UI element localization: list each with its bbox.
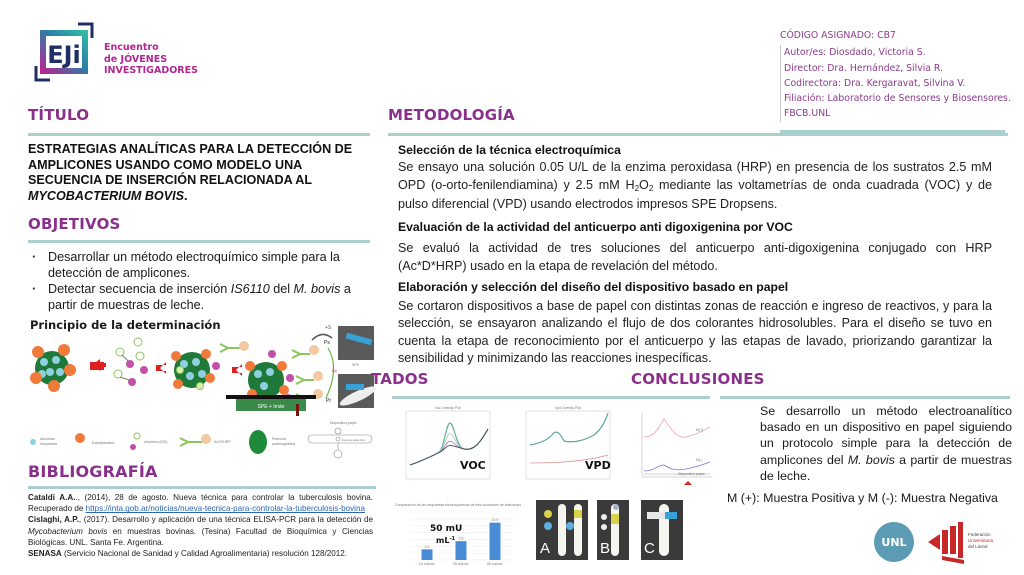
section-title-resultados: TADOS	[371, 370, 429, 388]
antibody-bar-chart	[394, 500, 522, 570]
reference-text: , (2017). Desarrollo y aplicación de una técnica ELISA-PCR para la detección de	[78, 515, 373, 525]
objectives-list	[30, 249, 370, 313]
section-title-conclusiones: CONCLUSIONES	[631, 370, 765, 388]
method-paragraph	[398, 158, 992, 213]
vpd-chart	[518, 405, 614, 487]
bar-category-label: 25 mU/mL	[452, 562, 470, 566]
legend-label: Amplicon (B/D)	[144, 440, 168, 444]
device-label: B	[600, 540, 611, 557]
author-info	[780, 28, 1020, 122]
assigned-code: CÓDIGO ASIGNADO: CB7	[780, 30, 896, 41]
reference-text: ., (2014), 28 de agosto. Nueva técnica para controlar la tuberculosis bovina. Recuperado de	[28, 493, 373, 514]
bar	[456, 541, 467, 560]
divider	[388, 133, 1008, 136]
arrow-icon	[296, 404, 299, 416]
label-ps: Ps	[324, 340, 330, 346]
reference-text: en muestras bovinas. (Tesina) Facultad de Bioquímica y Ciencias Biológicas. UNL. Santa Fe. Argentina.	[28, 526, 373, 547]
label-spe-iman: SPE + Imán	[257, 404, 285, 410]
text: del	[269, 282, 294, 296]
paramagnetic-particle-icon	[245, 350, 294, 402]
device-label: A	[540, 540, 551, 557]
text: a partir de muestras de leche.	[48, 282, 351, 312]
spectrum-label: M(-)	[696, 458, 703, 462]
ful-logo	[926, 520, 1018, 564]
text: M. bovis	[847, 452, 895, 467]
device-label: C	[644, 540, 655, 557]
bar-chart-label: 50 mU	[430, 524, 463, 534]
objective-item: · Desarrollar un método electroquímico simple para la detección de amplicones.	[30, 249, 370, 281]
legend-label: Estreptavidina	[92, 441, 115, 445]
bar-value-label: 5.5	[458, 536, 464, 541]
reference-item	[28, 548, 373, 559]
spe-photo	[338, 326, 374, 367]
text: M. bovis	[293, 282, 341, 296]
event-name-line: INVESTIGADORES	[104, 65, 198, 76]
voc-chart	[398, 405, 494, 487]
vpd-label: VPD	[585, 459, 611, 472]
paramagnetic-particle-icon	[30, 344, 76, 392]
divider	[28, 486, 376, 489]
reference-item	[28, 492, 373, 514]
title-line: AMPLICONES USANDO COMO MODELO UNA	[28, 157, 303, 172]
bar-value-label: 10.9	[491, 518, 499, 523]
unl-logo	[874, 522, 914, 562]
legend-label: paramagnética	[272, 442, 296, 446]
event-name	[104, 42, 198, 77]
bar-category-label: 10 mU/mL	[418, 562, 436, 566]
reference-author: Cislaghi, A.P.	[28, 515, 79, 525]
text: Se desarrollo un método electroanalítico basado en un dispositivo en papel siguiendo un protocolo simple para la detección de amplicones del	[760, 404, 1012, 467]
divider	[392, 396, 710, 399]
divider	[28, 240, 370, 243]
arrow-icon	[326, 348, 334, 398]
codirector: Codirectora: Dra. Kergaravat, Silvina V.	[784, 77, 966, 89]
conclusion-text	[760, 403, 1012, 484]
chart-title: Voc Overlay Plot	[435, 406, 461, 410]
bibliography	[28, 492, 373, 559]
title-species: MYCOBACTERIUM BOVIS	[28, 188, 185, 203]
method-heading: Evaluación de la actividad del anticuerpo anti digoxigenina por VOC	[398, 220, 793, 234]
reference-author: Cataldi A.A.	[28, 493, 76, 502]
affiliation-unit: FBCB.UNL	[784, 108, 831, 120]
method-paragraph: Se cortaron dispositivos a base de papel con distintas zonas de reacción e ingreso de reactivos, y para la selección, se ensayaron analizando el flujo de dos colorantes hidrosolubles. Para el diseño se tuvo en cuenta la etapa de reconocimiento por el anticuerpo y las etapas de lavado, priorizando garantizar la sensibilidad y minimizando las reacciones inespecíficas.	[398, 299, 992, 365]
poster-title	[28, 142, 373, 204]
paramagnetic-particle-icon	[249, 430, 267, 454]
device-photo-c	[641, 500, 683, 560]
title-line: ESTRATEGIAS ANALÍTICAS PARA LA DETECCIÓN DE	[28, 142, 353, 156]
section-title-titulo: TÍTULO	[28, 106, 90, 124]
chart-title: Vpd Overlay Plot	[554, 406, 582, 410]
legend-label: bloqueante	[40, 442, 58, 446]
title-line: SECUENCIA DE INSERCIÓN RELACIONADA AL	[28, 173, 313, 187]
divider	[28, 133, 370, 136]
text: mediante las voltametrías de onda cuadrada (VOC) y de pulso diferencial (VPD) usando electrodos impresos SPE Dropsens.	[398, 178, 993, 211]
divider	[720, 396, 1010, 399]
amplicon-icon	[114, 338, 148, 386]
eji-logo-mark	[32, 22, 96, 84]
arrow-icon	[684, 481, 692, 485]
legend-label: Albumina	[40, 437, 55, 441]
electrode-bar	[226, 395, 316, 399]
spectrum-negative	[644, 462, 710, 471]
title-period: .	[184, 188, 188, 203]
bar	[490, 523, 501, 560]
device-photo-b	[597, 500, 629, 560]
reference-text: Mycobacterium bovis	[28, 526, 108, 536]
text: Detectar secuencia de inserción	[48, 282, 231, 296]
legend-label: Zona de detección	[342, 438, 366, 442]
bar-category-label: 50 mU/mL	[486, 562, 504, 566]
antibody-icon	[220, 341, 249, 352]
legend-label: Dispositivo papel	[330, 421, 357, 425]
chart-title: Comparacion de las respuestas electroquímicas de tres soluciones de anticuerpo	[394, 503, 522, 507]
label-ep: Ep	[332, 368, 337, 373]
text: 2	[634, 184, 640, 194]
legend-label: Partícula	[272, 437, 286, 441]
spectra-chart	[624, 405, 714, 487]
text: Se ensayo una solución 0.05 U/L de la enzima peroxidasa (HRP) en presencia de los sustratos 2.5 mM OPD (o-orto-fenilendiamina) y 2.5 mM H	[398, 160, 992, 193]
reference-link[interactable]: https://inta.gob.ar/noticias/nueva-tecnica-para-controlar-la-tuberculosis-bovina	[85, 504, 365, 514]
device-photo-a	[536, 500, 588, 560]
bar-chart-unit	[436, 536, 456, 545]
text: 2	[648, 184, 654, 194]
ful-logo-text: del Litoral	[968, 544, 988, 549]
sample-legend: M (+): Muestra Positiva y M (-): Muestra Negativa	[727, 491, 998, 505]
hrp-icon	[201, 434, 211, 444]
arrow-icon	[156, 362, 166, 374]
label-spe: SPE	[352, 363, 360, 367]
title-line	[28, 189, 373, 205]
event-name-line: Encuentro	[104, 42, 159, 53]
method-heading: Elaboración y selección del diseño del dispositivo basado en papel	[398, 280, 789, 294]
antibody-icon	[292, 345, 323, 402]
authors: Autor/es: Diosdado, Victoria S.	[784, 47, 926, 59]
text: IS6110	[230, 282, 270, 296]
bar-value-label: 3.1	[424, 544, 430, 549]
reference-item	[28, 514, 373, 548]
streptavidin-icon	[75, 433, 85, 443]
unl-logo-text: UNL	[881, 535, 907, 549]
objective-item	[30, 281, 370, 313]
director: Director: Dra. Hernández, Silvia R.	[784, 62, 944, 74]
spectrum-label: M(+)	[696, 428, 704, 432]
label-pr: Pr	[326, 398, 331, 404]
unit: mL	[436, 536, 450, 545]
reference-text: (Servicio Nacional de Sanidad y Calidad Agroalimentaria) resolución 128/2012.	[61, 549, 347, 559]
affiliation: Filiación: Laboratorio de Sensores y Biosensores.	[784, 93, 1011, 105]
voc-label: VOC	[460, 459, 486, 472]
legend-label: Ac*D*HRP	[214, 440, 231, 444]
amplicon-icon	[130, 444, 136, 450]
text: a partir de muestras de leche.	[760, 452, 1012, 483]
text: O	[639, 178, 649, 193]
event-logo	[32, 22, 202, 86]
method-heading: Selección de la técnica electroquímica	[398, 143, 621, 157]
antibody-icon	[180, 438, 202, 446]
reference-author: SENASA	[28, 549, 62, 559]
label-s: +S	[325, 325, 332, 331]
diagram-legend	[30, 421, 372, 458]
ful-logo-text: Universitaria	[968, 538, 994, 543]
section-title-objetivos: OBJETIVOS	[28, 215, 121, 233]
paramagnetic-particle-icon	[171, 349, 220, 390]
event-name-line: de JÓVENES	[104, 53, 168, 65]
arrow-icon	[232, 364, 242, 376]
section-title-bibliografia: BIBLIOGRAFÍA	[28, 462, 158, 481]
logo-letters: EJi	[47, 41, 81, 69]
method-paragraph: Se evaluó la actividad de tres soluciones del anticuerpo anti-digoxigenina conjugado con HRP (Ac*D*HRP) usado en la etapa de revelación del método.	[398, 241, 992, 274]
bar	[422, 549, 433, 560]
albumin-icon	[30, 439, 36, 445]
arrow-icon	[90, 362, 104, 370]
section-title-metodologia: METODOLOGÍA	[388, 106, 515, 124]
spectrum-label: Dispositivo papel	[678, 472, 705, 476]
ful-logo-text: Federación	[968, 532, 991, 537]
amplicon-icon	[134, 433, 140, 439]
unit-exponent: -1	[449, 536, 455, 542]
principle-heading: Principio de la determinación	[30, 318, 221, 332]
